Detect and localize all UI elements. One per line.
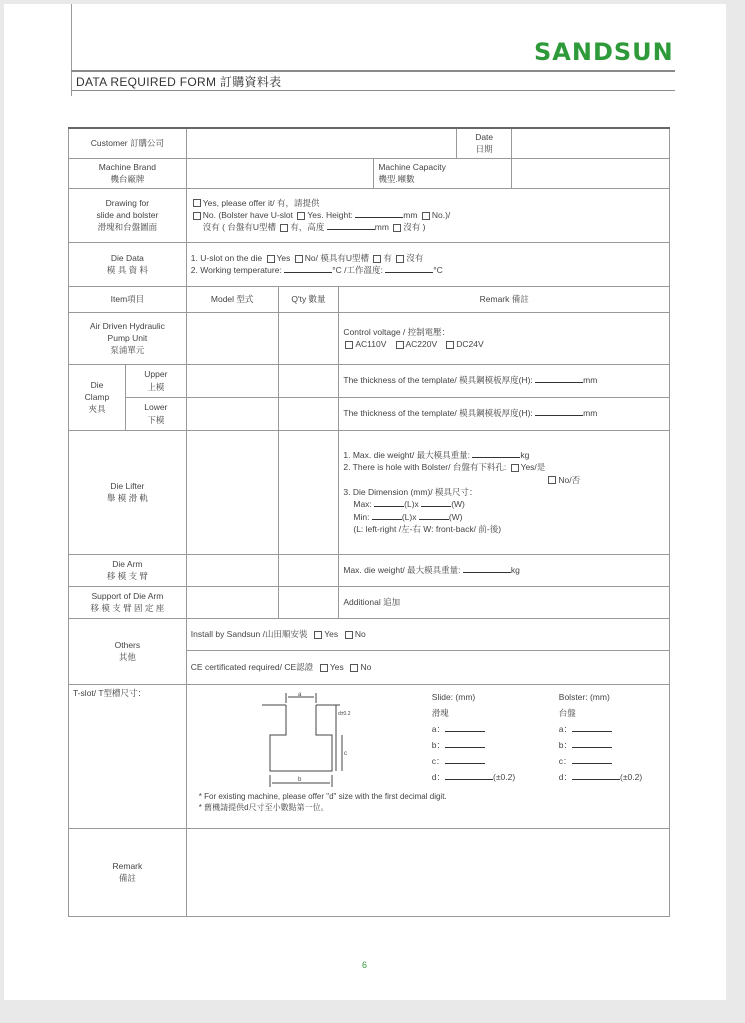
machine-brand-field[interactable] <box>186 158 374 188</box>
support-arm-label: Support of Die Arm 移 模 支 臂 固 定 座 <box>69 586 187 618</box>
ac110v-checkbox[interactable] <box>345 341 353 349</box>
page-number: 6 <box>362 960 368 970</box>
slide-dimensions: Slide: (mm) 滑塊 a： b： c： d： (±0.2) <box>431 691 516 782</box>
lower-qty-field[interactable] <box>278 397 339 430</box>
lifter-model-field[interactable] <box>186 430 278 554</box>
die-uslot-yes-checkbox[interactable] <box>267 255 275 263</box>
margin-line <box>71 4 72 96</box>
support-remark: Additional 追加 <box>339 586 670 618</box>
die-data-label: Die Data 模 具 資 料 <box>69 242 187 286</box>
machine-brand-label: Machine Brand 機台廠牌 <box>69 158 187 188</box>
tslot-b-label: b <box>297 776 302 783</box>
lower-thickness-field[interactable] <box>535 407 583 416</box>
slide-d-field[interactable] <box>445 771 493 780</box>
tslot-notes: * For existing machine, please offer "d" size with the first decimal digit. * 舊機請提供d尺寸至小數點第一位。 <box>198 791 447 813</box>
pump-unit-label: Air Driven Hydraulic Pump Unit 泵浦單元 <box>69 312 187 364</box>
lifter-remark: 1. Max. die weight/ 最大模具重量: kg 2. There is hole with Bolster/ 台盤有下料孔: Yes/是 No/否 3. Die Dimension (mm)/ 模具尺寸： Max: (L)x (W) Min: (L)x (W) (L: left-right /左-右 W: front-back/ 前-後) <box>339 430 670 554</box>
machine-capacity-field[interactable] <box>512 158 670 188</box>
height-field[interactable] <box>355 209 403 218</box>
bolster-b-field[interactable] <box>572 739 612 748</box>
customer-field[interactable] <box>186 128 456 158</box>
support-qty-field[interactable] <box>278 586 339 618</box>
lifter-qty-field[interactable] <box>278 430 339 554</box>
ac220v-checkbox[interactable] <box>396 341 404 349</box>
die-clamp-label: Die Clamp 夾具 <box>69 364 126 430</box>
tslot-label: T-slot/ T型槽尺寸： <box>69 684 187 828</box>
working-temp-zh-field[interactable] <box>385 264 433 273</box>
upper-qty-field[interactable] <box>278 364 339 397</box>
dc24v-checkbox[interactable] <box>446 341 454 349</box>
min-length-field[interactable] <box>372 511 402 520</box>
bolster-d-field[interactable] <box>572 771 620 780</box>
upper-label: Upper 上模 <box>125 364 186 397</box>
drawing-no-checkbox[interactable] <box>193 212 201 220</box>
uslot-yes-checkbox[interactable] <box>297 212 305 220</box>
arm-model-field[interactable] <box>186 554 278 586</box>
ce-option: CE certificated required/ CE認證 Yes No <box>186 650 669 684</box>
uslot-no-zh-checkbox[interactable] <box>393 224 401 232</box>
max-width-field[interactable] <box>421 498 451 507</box>
machine-capacity-label: Machine Capacity 機型.噸數 <box>374 158 512 188</box>
lower-model-field[interactable] <box>186 397 278 430</box>
tslot-d-label: d±0.2 <box>337 710 351 717</box>
remark-field[interactable] <box>186 828 669 916</box>
arm-max-weight-field[interactable] <box>463 564 511 573</box>
tslot-c-label: c <box>343 750 347 757</box>
upper-thickness-field[interactable] <box>535 374 583 383</box>
die-uslot-no-checkbox[interactable] <box>295 255 303 263</box>
drawing-label: Drawing for slide and bolster 滑塊和台盤圖面 <box>69 188 187 242</box>
height-zh-field[interactable] <box>327 221 375 230</box>
bolster-c-field[interactable] <box>572 755 612 764</box>
die-data-options: 1. U-slot on the die Yes No/ 模具有U型槽 有 沒有 2. Working temperature: °C /工作溫度: °C <box>186 242 669 286</box>
die-uslot-yes-zh-checkbox[interactable] <box>373 255 381 263</box>
die-uslot-no-zh-checkbox[interactable] <box>396 255 404 263</box>
support-model-field[interactable] <box>186 586 278 618</box>
date-label: Date 日期 <box>457 128 512 158</box>
hole-no-checkbox[interactable] <box>548 476 556 484</box>
upper-remark: The thickness of the template/ 模具鋼模板厚度(H): mm <box>339 364 670 397</box>
ce-yes-checkbox[interactable] <box>320 664 328 672</box>
tslot-diagram <box>256 691 416 795</box>
working-temp-field[interactable] <box>284 264 332 273</box>
tslot-a-label: a <box>297 691 302 698</box>
customer-label: Customer 訂購公司 <box>69 128 187 158</box>
pump-model-field[interactable] <box>186 312 278 364</box>
min-width-field[interactable] <box>419 511 449 520</box>
die-lifter-label: Die Lifter 舉 模 滑 軌 <box>69 430 187 554</box>
lifter-max-weight-field[interactable] <box>472 449 520 458</box>
install-no-checkbox[interactable] <box>345 631 353 639</box>
die-arm-label: Die Arm 移 模 支 臂 <box>69 554 187 586</box>
page-title: DATA REQUIRED FORM 訂購資料表 <box>76 75 282 89</box>
data-required-form-table <box>68 127 670 917</box>
remark-label: Remark 備註 <box>69 828 187 916</box>
arm-remark: Max. die weight/ 最大模具重量: kg <box>339 554 670 586</box>
drawing-options: Yes, please offer it/ 有，請提供 No. (Bolster have U-slot Yes. Height: mm No.)/ 沒有 ( 台盤有U型槽 有，高度 mm 沒有 ) <box>186 188 669 242</box>
pump-remark: Control voltage / 控制電壓： AC110V AC220V DC24V <box>339 312 670 364</box>
upper-model-field[interactable] <box>186 364 278 397</box>
slide-c-field[interactable] <box>445 755 485 764</box>
qty-header: Q'ty 數量 <box>278 286 339 312</box>
model-header: Model 型式 <box>186 286 278 312</box>
drawing-yes-checkbox[interactable] <box>193 199 201 207</box>
tslot-section <box>186 684 669 828</box>
ce-no-checkbox[interactable] <box>350 664 358 672</box>
date-field[interactable] <box>512 128 670 158</box>
bolster-a-field[interactable] <box>572 723 612 732</box>
pump-qty-field[interactable] <box>278 312 339 364</box>
arm-qty-field[interactable] <box>278 554 339 586</box>
lower-remark: The thickness of the template/ 模具鋼模板厚度(H): mm <box>339 397 670 430</box>
slide-b-field[interactable] <box>445 739 485 748</box>
max-length-field[interactable] <box>374 498 404 507</box>
hole-yes-checkbox[interactable] <box>511 464 519 472</box>
remark-header: Remark 備註 <box>339 286 670 312</box>
header-rule-bottom <box>71 90 675 91</box>
others-label: Others 其他 <box>69 618 187 684</box>
header-rule <box>71 70 675 72</box>
sandsun-logo: SANDSUN <box>534 38 674 66</box>
lower-label: Lower 下模 <box>125 397 186 430</box>
bolster-dimensions: Bolster: (mm) 台盤 a： b： c： d： (±0.2) <box>558 691 643 782</box>
install-yes-checkbox[interactable] <box>314 631 322 639</box>
item-header: Item項目 <box>69 286 187 312</box>
slide-a-field[interactable] <box>445 723 485 732</box>
uslot-yes-zh-checkbox[interactable] <box>280 224 288 232</box>
uslot-no-checkbox[interactable] <box>422 212 430 220</box>
install-option: Install by Sandsun /山田順安裝 Yes No <box>186 618 669 650</box>
